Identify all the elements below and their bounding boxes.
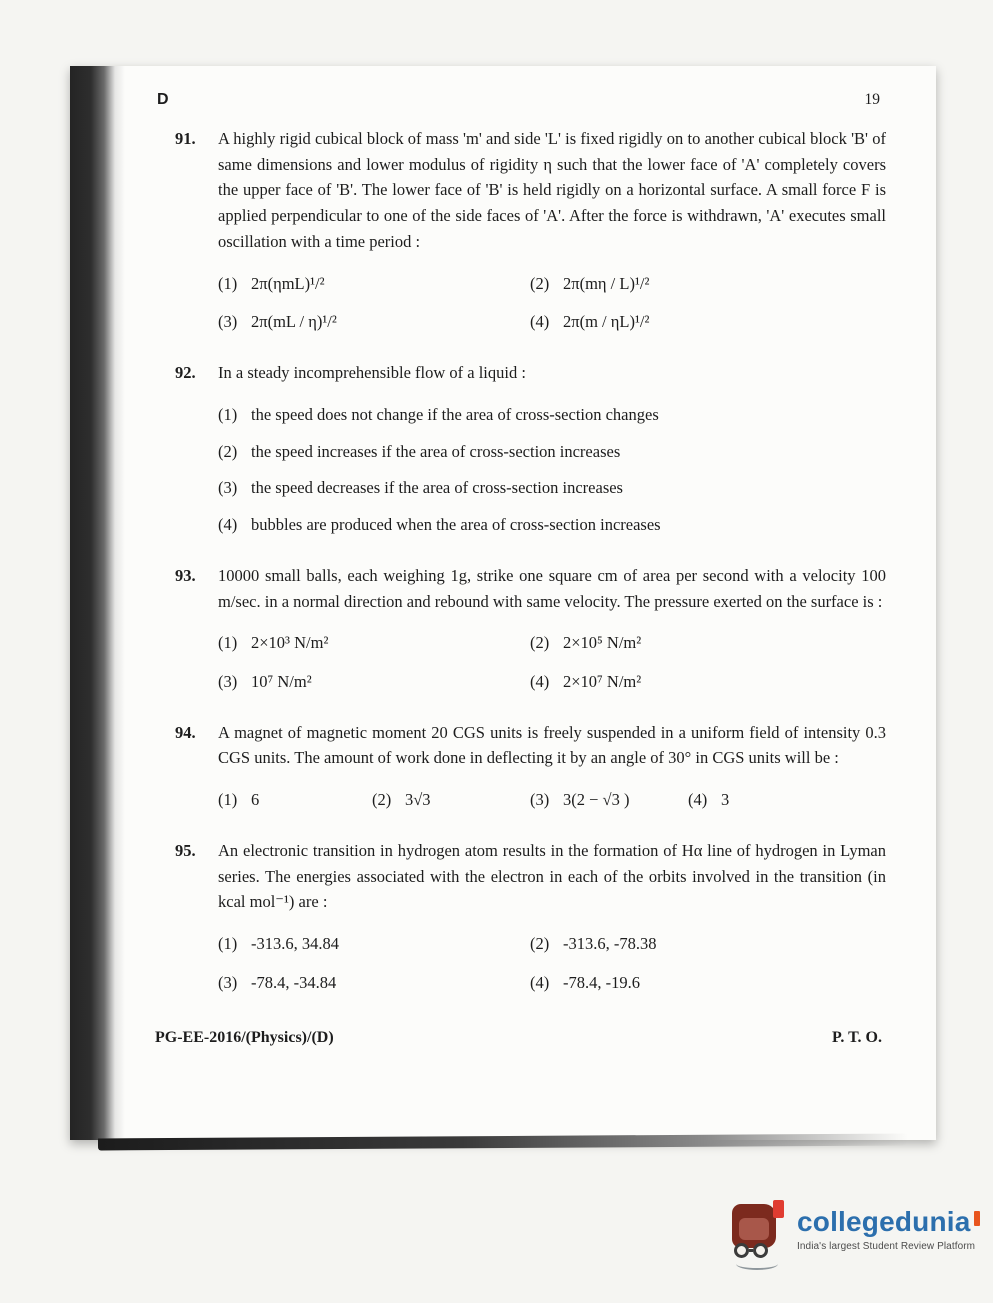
question-92-options bbox=[218, 402, 886, 538]
question-text: A magnet of magnetic moment 20 CGS units is freely suspended in a uniform field of intensity 0.3 CGS units. The amount of work done in deflecting it by an angle of 30° in CGS units will be : bbox=[218, 722, 886, 768]
page-number: 19 bbox=[864, 91, 880, 108]
brand-tagline: India's largest Student Review Platform bbox=[797, 1241, 976, 1252]
option-2 bbox=[530, 271, 886, 297]
option-text: -78.4, -19.6 bbox=[563, 972, 640, 992]
question-number: 92. bbox=[175, 363, 196, 383]
question-91 bbox=[175, 126, 886, 335]
option-2 bbox=[530, 630, 886, 656]
collegedunia-logo bbox=[732, 1200, 980, 1260]
option-4 bbox=[688, 787, 886, 813]
option-label: (1) bbox=[218, 273, 238, 293]
question-91-options bbox=[218, 271, 886, 335]
flag-icon bbox=[773, 1200, 784, 1218]
option-4 bbox=[530, 669, 886, 695]
option-1 bbox=[218, 271, 530, 297]
page-bottom-edge-shadow bbox=[98, 1134, 908, 1151]
option-label: (4) bbox=[530, 312, 550, 332]
option-2 bbox=[218, 439, 886, 465]
option-text: 2π(mL / η)¹/² bbox=[251, 312, 337, 332]
option-label: (2) bbox=[530, 633, 550, 653]
option-label: (3) bbox=[530, 790, 550, 810]
option-text: the speed decreases if the area of cross-section increases bbox=[251, 478, 623, 498]
question-text: An electronic transition in hydrogen atom results in the formation of Hα line of hydrogen in Lyman series. The energies associated with the electron in each of the orbits involved in the transition (in kcal mol⁻¹) are : bbox=[218, 840, 886, 912]
option-4 bbox=[218, 512, 886, 538]
pto-label: P. T. O. bbox=[832, 1028, 882, 1046]
swoosh-underline bbox=[736, 1258, 778, 1270]
question-94-options bbox=[218, 787, 886, 813]
question-93 bbox=[175, 563, 886, 695]
question-94 bbox=[175, 720, 886, 813]
option-3 bbox=[218, 475, 886, 501]
option-text: the speed does not change if the area of cross-section changes bbox=[251, 404, 659, 424]
option-text: -313.6, -78.38 bbox=[563, 934, 657, 954]
option-label: (4) bbox=[530, 671, 550, 691]
option-1 bbox=[218, 787, 372, 813]
option-text: 2π(mη / L)¹/² bbox=[563, 273, 650, 293]
option-2 bbox=[372, 787, 530, 813]
option-text: 2π(m / ηL)¹/² bbox=[563, 312, 650, 332]
option-label: (3) bbox=[218, 671, 238, 691]
option-3 bbox=[530, 787, 688, 813]
option-text: 3√3 bbox=[405, 790, 431, 810]
option-text: -78.4, -34.84 bbox=[251, 972, 337, 992]
option-text: 2π(ηmL)¹/² bbox=[251, 273, 325, 293]
option-label: (2) bbox=[530, 934, 550, 954]
brand-accent-mark bbox=[974, 1211, 980, 1226]
option-label: (4) bbox=[530, 972, 550, 992]
exam-paper-page bbox=[70, 66, 936, 1140]
option-3 bbox=[218, 309, 530, 335]
question-text: A highly rigid cubical block of mass 'm' and side 'L' is fixed rigidly on to another cubical block 'B' of same dimensions and lower modulus of rigidity η such that the lower face of 'A' completely covers the upper face of 'B'. The lower face of 'B' is held rigidly on a horizontal surface. A small force F is applied perpendicular to one of the side faces of 'A'. After the force is withdrawn, 'A' executes small oscillation with a time period : bbox=[218, 128, 886, 251]
option-4 bbox=[530, 970, 886, 996]
option-1 bbox=[218, 402, 886, 428]
option-1 bbox=[218, 931, 530, 957]
option-label: (3) bbox=[218, 478, 238, 498]
option-label: (2) bbox=[530, 273, 550, 293]
option-text: the speed increases if the area of cross-section increases bbox=[251, 441, 621, 461]
page-footer bbox=[155, 1026, 882, 1051]
option-3 bbox=[218, 669, 530, 695]
page-header bbox=[157, 88, 880, 113]
option-2 bbox=[530, 931, 886, 957]
question-number: 94. bbox=[175, 722, 196, 742]
option-label: (2) bbox=[372, 790, 392, 810]
question-95-options bbox=[218, 931, 886, 995]
question-number: 95. bbox=[175, 840, 196, 860]
page-content bbox=[70, 66, 936, 1051]
question-92 bbox=[175, 360, 886, 538]
option-label: (2) bbox=[218, 441, 238, 461]
question-number: 91. bbox=[175, 128, 196, 148]
option-label: (4) bbox=[688, 790, 708, 810]
option-text: 10⁷ N/m² bbox=[251, 671, 312, 691]
option-text: 2×10⁷ N/m² bbox=[563, 671, 642, 691]
question-number: 93. bbox=[175, 565, 196, 585]
option-text: 3 bbox=[721, 790, 730, 810]
option-label: (3) bbox=[218, 972, 238, 992]
option-text: 2×10⁵ N/m² bbox=[563, 633, 642, 653]
question-93-options bbox=[218, 630, 886, 694]
option-label: (1) bbox=[218, 633, 238, 653]
option-label: (1) bbox=[218, 404, 238, 424]
question-text: In a steady incomprehensible flow of a liquid : bbox=[218, 363, 526, 383]
brand-name: collegedunia bbox=[797, 1206, 971, 1237]
paper-code: PG-EE-2016/(Physics)/(D) bbox=[155, 1028, 334, 1046]
option-label: (4) bbox=[218, 515, 238, 535]
option-text: -313.6, 34.84 bbox=[251, 934, 339, 954]
option-label: (1) bbox=[218, 790, 238, 810]
option-4 bbox=[530, 309, 886, 335]
option-text: 6 bbox=[251, 790, 260, 810]
question-text: 10000 small balls, each weighing 1g, strike one square cm of area per second with a velocity 100 m/sec. in a normal direction and rebound with same velocity. The pressure exerted on the surface is : bbox=[218, 565, 886, 611]
option-1 bbox=[218, 630, 530, 656]
option-text: 2×10³ N/m² bbox=[251, 633, 329, 653]
question-95 bbox=[175, 838, 886, 996]
collegedunia-mascot-icon bbox=[732, 1200, 786, 1260]
option-3 bbox=[218, 970, 530, 996]
glasses-icon bbox=[734, 1243, 768, 1258]
paper-set-letter: D bbox=[157, 91, 169, 108]
option-label: (1) bbox=[218, 934, 238, 954]
option-label: (3) bbox=[218, 312, 238, 332]
option-text: 3(2 − √3 ) bbox=[563, 790, 630, 810]
option-text: bubbles are produced when the area of cross-section increases bbox=[251, 515, 661, 535]
